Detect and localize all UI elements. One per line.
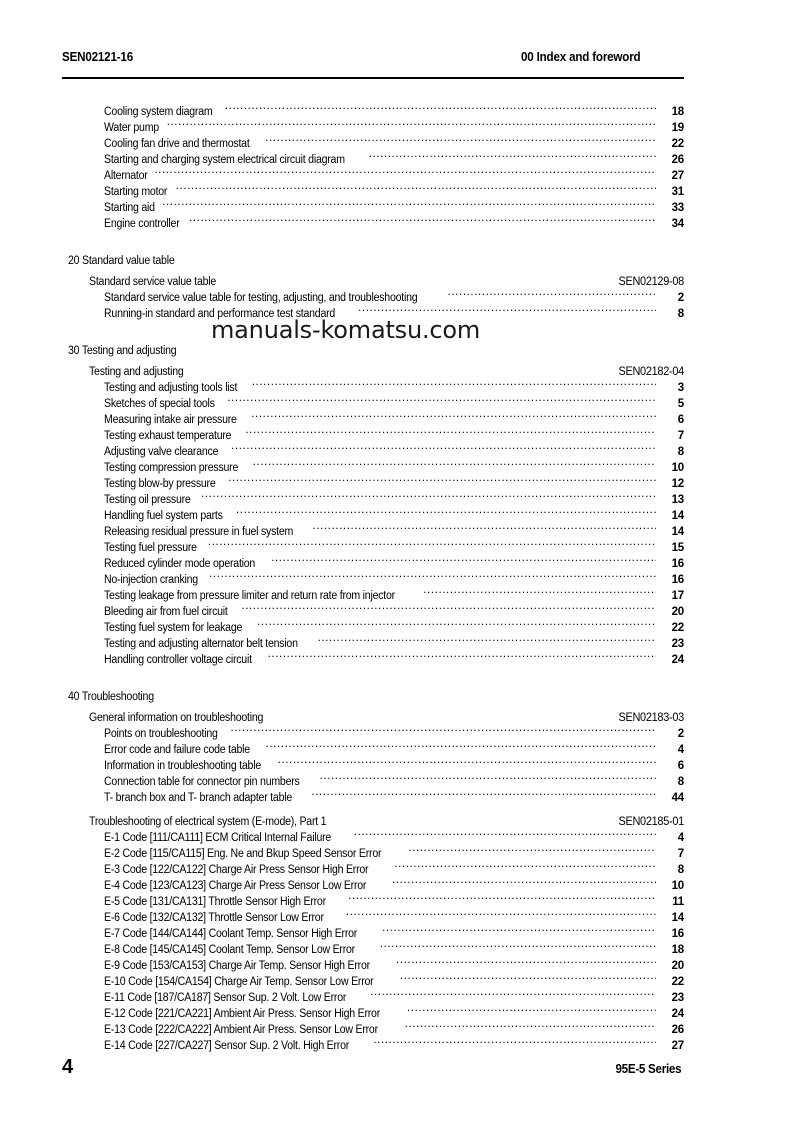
dot-leader (320, 769, 656, 785)
toc-entry-page: 27 (671, 170, 684, 182)
dot-leader (408, 841, 656, 857)
toc-entry-label: Testing compression pressure (104, 462, 239, 474)
toc-entry-page: 22 (671, 138, 684, 150)
toc-entry-label: E-1 Code [111/CA111] ECM Critical Internal Failure (104, 832, 332, 844)
watermark: manuals-komatsu.com (211, 316, 481, 344)
dot-leader (318, 631, 656, 647)
dot-leader (201, 487, 656, 503)
toc-entry-label: Reduced cylinder mode operation (104, 558, 256, 570)
dot-leader (405, 1017, 656, 1033)
dot-leader (407, 1001, 656, 1017)
dot-leader (253, 455, 656, 471)
toc-group-heading[interactable] (62, 359, 684, 378)
toc-entry-page: 34 (671, 218, 684, 230)
toc-entry-page: 10 (671, 880, 684, 892)
toc-entry-label: E-10 Code [154/CA154] Charge Air Temp. Sensor Low Error (104, 976, 374, 988)
toc-entry-label: Testing and adjusting tools list (104, 382, 238, 394)
toc-entry-label: E-4 Code [123/CA123] Charge Air Press Sensor Low Error (104, 880, 367, 892)
dot-leader (382, 921, 656, 937)
toc-entry-page: 14 (671, 526, 684, 538)
toc-group-title: Standard service value table (89, 276, 217, 288)
toc-entry-label: Alternator (104, 170, 148, 182)
page-footer (62, 1056, 684, 1079)
dot-leader (265, 131, 656, 147)
toc-entry-label: E-14 Code [227/CA227] Sensor Sup. 2 Volt. High Error (104, 1040, 350, 1052)
toc-entry-label: Error code and failure code table (104, 744, 250, 756)
toc-entry-label: Testing exhaust temperature (104, 430, 232, 442)
toc-entry-label: Water pump (104, 122, 159, 134)
dot-leader (266, 737, 656, 753)
toc-entry[interactable] (62, 163, 684, 182)
toc-entry-label: E-8 Code [145/CA145] Coolant Temp. Sensor Low Error (104, 944, 355, 956)
toc-group-sen-code: SEN02185-01 (618, 816, 684, 828)
dot-leader (373, 1033, 656, 1049)
toc-section-heading[interactable] (62, 343, 684, 359)
dot-leader (400, 969, 656, 985)
toc-entry-page: 2 (677, 292, 684, 304)
dot-leader (227, 391, 656, 407)
toc-entry-page: 27 (671, 1040, 684, 1052)
header-document-code: SEN02121-16 (62, 50, 133, 64)
toc-entry-page: 19 (671, 122, 684, 134)
toc-entry-page: 33 (671, 202, 684, 214)
toc-entry-label: E-2 Code [115/CA115] Eng. Ne and Bkup Speed Sensor Error (104, 848, 382, 860)
toc-entry-label: Cooling system diagram (104, 106, 213, 118)
toc-group-sen-code: SEN02129-08 (618, 276, 684, 288)
toc-entry-page: 18 (671, 944, 684, 956)
toc-entry-label: Testing fuel pressure (104, 542, 197, 554)
toc-entry-label: Measuring intake air pressure (104, 414, 237, 426)
toc-entry-page: 26 (671, 1024, 684, 1036)
toc-entry-page: 6 (677, 414, 684, 426)
toc-entry-label: Testing fuel system for leakage (104, 622, 243, 634)
dot-leader (231, 439, 656, 455)
toc-group-heading[interactable] (62, 705, 684, 724)
toc-entry-label: E-12 Code [221/CA221] Ambient Air Press. Sensor High Error (104, 1008, 380, 1020)
toc-entry-page: 8 (677, 308, 684, 320)
table-of-contents (62, 99, 684, 1052)
dot-leader (348, 889, 656, 905)
toc-entry-page: 14 (671, 510, 684, 522)
dot-leader (278, 753, 656, 769)
toc-entry-label: Releasing residual pressure in fuel system (104, 526, 294, 538)
toc-entry-label: Starting motor (104, 186, 168, 198)
toc-entry-page: 2 (677, 728, 684, 740)
dot-leader (448, 285, 656, 301)
toc-entry-label: E-9 Code [153/CA153] Charge Air Temp. Sensor High Error (104, 960, 370, 972)
toc-entry-label: Starting aid (104, 202, 155, 214)
toc-entry-label: E-3 Code [122/CA122] Charge Air Press Sensor High Error (104, 864, 369, 876)
toc-entry-page: 16 (671, 928, 684, 940)
toc-entry-page: 24 (671, 654, 684, 666)
toc-entry-label: Testing oil pressure (104, 494, 191, 506)
dot-leader (346, 905, 656, 921)
dot-leader (176, 179, 656, 195)
toc-entry-page: 24 (671, 1008, 684, 1020)
toc-entry-label: E-11 Code [187/CA187] Sensor Sup. 2 Volt. Low Error (104, 992, 347, 1004)
dot-leader (396, 953, 656, 969)
toc-entry-page: 31 (671, 186, 684, 198)
toc-section-heading[interactable] (62, 689, 684, 705)
dot-leader (245, 423, 656, 439)
toc-entry-page: 17 (671, 590, 684, 602)
toc-entry-label: No-injection cranking (104, 574, 198, 586)
dot-leader (208, 535, 656, 551)
toc-entry-label: Handling fuel system parts (104, 510, 223, 522)
toc-group-title: Troubleshooting of electrical system (E-mode), Part 1 (89, 816, 327, 828)
toc-group-title: General information on troubleshooting (89, 712, 264, 724)
toc-section-heading-label: 20 Standard value table (68, 255, 175, 267)
toc-entry-label: E-7 Code [144/CA144] Coolant Temp. Sensor High Error (104, 928, 358, 940)
dot-leader (271, 551, 656, 567)
dot-leader (313, 519, 656, 535)
toc-entry-page: 4 (677, 832, 684, 844)
toc-group-title: Testing and adjusting (89, 366, 184, 378)
dot-leader (231, 721, 656, 737)
dot-leader (257, 615, 656, 631)
dot-leader (225, 99, 656, 115)
toc-entry-label: Engine controller (104, 218, 180, 230)
toc-entry[interactable] (62, 211, 684, 230)
dot-leader (380, 937, 656, 953)
toc-entry-label: E-6 Code [132/CA132] Throttle Sensor Low Error (104, 912, 324, 924)
toc-entry-page: 6 (677, 760, 684, 772)
toc-section-heading-label: 40 Troubleshooting (68, 691, 154, 703)
footer-page-number: 4 (62, 1056, 73, 1078)
dot-leader (268, 647, 656, 663)
dot-leader (370, 985, 656, 1001)
toc-entry-label: Handling controller voltage circuit (104, 654, 252, 666)
header-section-title: 00 Index and foreword (520, 50, 641, 64)
toc-entry-page: 5 (677, 398, 684, 410)
dot-leader (162, 195, 656, 211)
toc-entry-page: 26 (671, 154, 684, 166)
dot-leader (354, 825, 656, 841)
toc-entry-page: 44 (671, 792, 684, 804)
toc-group-sen-code: SEN02182-04 (618, 366, 684, 378)
toc-section-heading[interactable] (62, 253, 684, 269)
toc-entry-page: 14 (671, 912, 684, 924)
toc-entry-page: 22 (671, 622, 684, 634)
toc-entry-label: E-5 Code [131/CA131] Throttle Sensor High Error (104, 896, 326, 908)
toc-entry-label: Points on troubleshooting (104, 728, 218, 740)
dot-leader (209, 567, 656, 583)
toc-entry-label: Running-in standard and performance test standard (104, 308, 336, 320)
dot-leader (228, 471, 656, 487)
toc-entry-page: 13 (671, 494, 684, 506)
toc-group-sen-code: SEN02183-03 (618, 712, 684, 724)
toc-entry-page: 23 (671, 638, 684, 650)
dot-leader (236, 503, 656, 519)
toc-entry-page: 20 (671, 606, 684, 618)
toc-entry-page: 15 (671, 542, 684, 554)
toc-group-heading[interactable] (62, 269, 684, 288)
toc-group-heading[interactable] (62, 809, 684, 828)
dot-leader (154, 163, 656, 179)
toc-entry-label: Testing leakage from pressure limiter and return rate from injector (104, 590, 395, 602)
toc-entry-page: 8 (677, 446, 684, 458)
header-divider (62, 77, 684, 79)
toc-entry-page: 7 (677, 430, 684, 442)
toc-entry-page: 18 (671, 106, 684, 118)
page-header (62, 50, 640, 64)
dot-leader (167, 115, 656, 131)
dot-leader (311, 785, 656, 801)
toc-entry-label: T- branch box and T- branch adapter table (104, 792, 292, 804)
dot-leader (189, 211, 656, 227)
toc-entry-page: 23 (671, 992, 684, 1004)
dot-leader (394, 857, 656, 873)
toc-entry-page: 16 (671, 574, 684, 586)
toc-entry-label: E-13 Code [222/CA222] Ambient Air Press. Sensor Low Error (104, 1024, 378, 1036)
toc-entry-label: Bleeding air from fuel circuit (104, 606, 228, 618)
dot-leader (423, 583, 656, 599)
dot-leader (251, 407, 656, 423)
toc-entry-page: 12 (671, 478, 684, 490)
toc-entry[interactable] (62, 99, 684, 118)
dot-leader (252, 375, 656, 391)
toc-entry-label: Testing and adjusting alternator belt tension (104, 638, 298, 650)
toc-entry-label: Sketches of special tools (104, 398, 215, 410)
toc-entry-page: 10 (671, 462, 684, 474)
dot-leader (358, 301, 656, 317)
toc-entry-page: 3 (677, 382, 684, 394)
toc-entry-page: 20 (671, 960, 684, 972)
toc-entry-label: Standard service value table for testing, adjusting, and troubleshooting (104, 292, 418, 304)
toc-entry-label: Information in troubleshooting table (104, 760, 262, 772)
toc-entry[interactable] (62, 179, 684, 198)
toc-entry-page: 22 (671, 976, 684, 988)
dot-leader (369, 147, 656, 163)
footer-series-label: 95E-5 Series (615, 1062, 682, 1076)
toc-section-heading-label: 30 Testing and adjusting (68, 345, 177, 357)
toc-entry-label: Testing blow-by pressure (104, 478, 216, 490)
toc-entry-page: 8 (677, 776, 684, 788)
toc-entry-page: 11 (672, 896, 684, 908)
toc-entry-label: Connection table for connector pin numbers (104, 776, 300, 788)
toc-entry-page: 16 (671, 558, 684, 570)
dot-leader (241, 599, 656, 615)
toc-entry-page: 4 (677, 744, 684, 756)
toc-entry-label: Starting and charging system electrical circuit diagram (104, 154, 345, 166)
toc-entry-page: 8 (677, 864, 684, 876)
toc-entry-page: 7 (677, 848, 684, 860)
dot-leader (392, 873, 656, 889)
toc-entry-label: Cooling fan drive and thermostat (104, 138, 250, 150)
toc-entry-label: Adjusting valve clearance (104, 446, 219, 458)
